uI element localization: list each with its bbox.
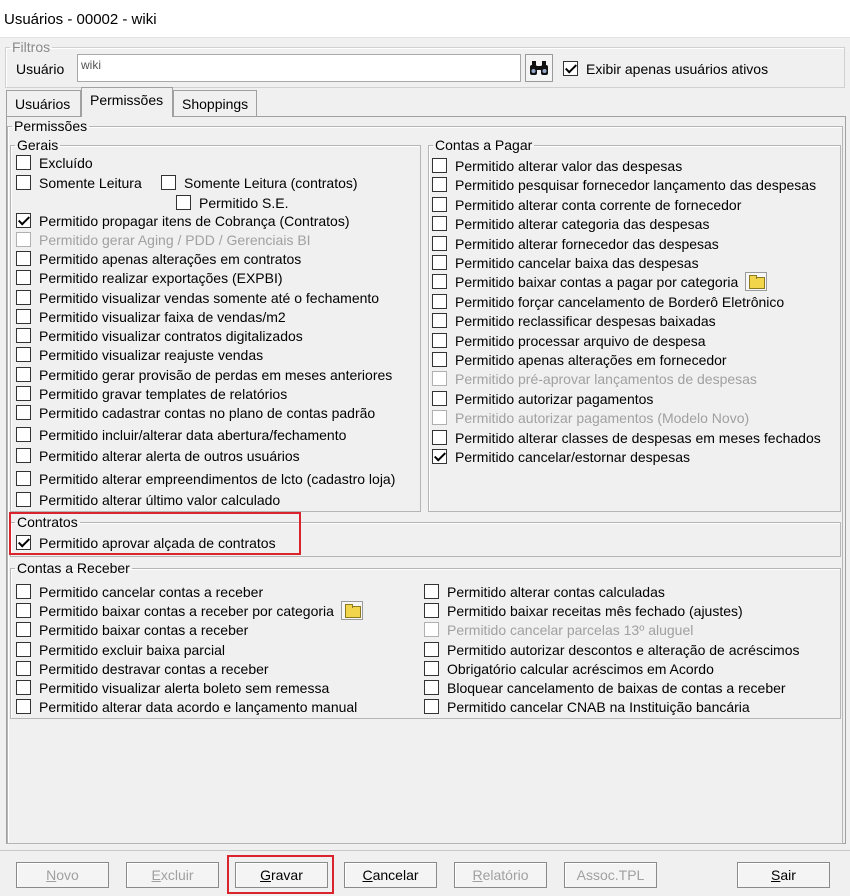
excluir-button-mnemonic: E bbox=[151, 867, 161, 883]
contas-pagar-item-10-label: Permitido apenas alterações em fornecedor bbox=[455, 351, 727, 368]
sair-button[interactable] bbox=[737, 862, 830, 888]
gerais-item-0-checkbox[interactable] bbox=[16, 155, 31, 170]
contas-receber-left-item-4[interactable] bbox=[16, 659, 269, 678]
relatorio-button-mnemonic: R bbox=[472, 867, 483, 883]
gerais-item-5-label: Permitido gerar Aging / PDD / Gerenciais BI bbox=[39, 231, 311, 248]
contas-receber-right-item-2-checkbox bbox=[424, 622, 439, 637]
contas-pagar-item-15-checkbox[interactable] bbox=[432, 449, 447, 464]
tab-shoppings[interactable] bbox=[173, 90, 257, 116]
gerais-item-10-label: Permitido visualizar contratos digitalizados bbox=[39, 327, 303, 344]
contas-pagar-item-7-label: Permitido forçar cancelamento de Borderô Eletrônico bbox=[455, 293, 785, 310]
gerais-item-1[interactable] bbox=[16, 173, 142, 192]
contas-receber-left-item-2-checkbox[interactable] bbox=[16, 622, 31, 637]
gerais-item-3-label: Permitido S.E. bbox=[199, 194, 289, 211]
contas-receber-right-item-4-label: Obrigatório calcular acréscimos em Acordo bbox=[447, 660, 714, 677]
gerais-item-13[interactable] bbox=[16, 384, 287, 403]
gerais-item-6-label: Permitido apenas alterações em contratos bbox=[39, 250, 302, 267]
contas-receber-right-item-1-label: Permitido baixar receitas mês fechado (ajustes) bbox=[447, 602, 743, 619]
contas-pagar-item-1-checkbox[interactable] bbox=[432, 177, 447, 192]
gerais-item-13-label: Permitido gravar templates de relatórios bbox=[39, 385, 288, 402]
gerais-legend: Gerais bbox=[17, 137, 59, 153]
gerais-item-12-checkbox[interactable] bbox=[16, 367, 31, 382]
contas-pagar-item-6[interactable] bbox=[432, 272, 767, 291]
contas-pagar-item-13-label: Permitido autorizar pagamentos (Modelo Novo) bbox=[455, 409, 750, 426]
contas-pagar-item-8[interactable] bbox=[432, 311, 716, 330]
contas-pagar-item-14-checkbox[interactable] bbox=[432, 430, 447, 445]
contas-receber-right-item-5[interactable] bbox=[424, 678, 786, 697]
contas-pagar-item-0[interactable] bbox=[432, 156, 682, 175]
excluir-button[interactable] bbox=[126, 862, 219, 888]
tab-permissoes[interactable] bbox=[81, 87, 173, 117]
gerais-item-13-checkbox[interactable] bbox=[16, 386, 31, 401]
contratos-legend: Contratos bbox=[17, 514, 78, 530]
contas-receber-left-item-0[interactable] bbox=[16, 582, 263, 601]
contas-receber-right-item-2-label: Permitido cancelar parcelas 13º aluguel bbox=[447, 621, 694, 638]
window-title: Usuários - 00002 - wiki bbox=[4, 11, 157, 28]
contas-receber-left-item-3[interactable] bbox=[16, 640, 225, 659]
contas-receber-right-item-4-checkbox[interactable] bbox=[424, 661, 439, 676]
gerais-item-5-checkbox bbox=[16, 232, 31, 247]
contas-receber-left-item-5-label: Permitido visualizar alerta boleto sem remessa bbox=[39, 679, 330, 696]
contas-receber-left-item-0-checkbox[interactable] bbox=[16, 584, 31, 599]
contas-receber-right-item-6-checkbox[interactable] bbox=[424, 699, 439, 714]
ativos-checkbox-row[interactable] bbox=[563, 59, 768, 78]
contas-pagar-item-8-label: Permitido reclassificar despesas baixadas bbox=[455, 312, 716, 329]
gerais-item-1-label: Somente Leitura bbox=[39, 174, 142, 191]
contas-receber-left-item-4-label: Permitido destravar contas a receber bbox=[39, 660, 269, 677]
contas-receber-left-item-4-checkbox[interactable] bbox=[16, 661, 31, 676]
novo-button-mnemonic: N bbox=[46, 867, 57, 883]
contratos-item-0[interactable] bbox=[16, 533, 276, 552]
contas-pagar-item-4-label: Permitido alterar fornecedor das despesas bbox=[455, 235, 719, 252]
gerais-item-14-checkbox[interactable] bbox=[16, 405, 31, 420]
gerais-item-6[interactable] bbox=[16, 249, 301, 268]
contas-pagar-item-13-checkbox bbox=[432, 410, 447, 425]
contas-pagar-item-12-checkbox[interactable] bbox=[432, 391, 447, 406]
cancelar-button[interactable] bbox=[344, 862, 437, 888]
contas-receber-left-item-2[interactable] bbox=[16, 620, 248, 639]
contas-receber-left-item-6-label: Permitido alterar data acordo e lançamento manual bbox=[39, 698, 358, 715]
gerais-item-15-label: Permitido incluir/alterar data abertura/fechamento bbox=[39, 426, 347, 443]
gerais-item-9-checkbox[interactable] bbox=[16, 309, 31, 324]
gerais-item-0[interactable] bbox=[16, 153, 93, 172]
contas-receber-left-item-0-label: Permitido cancelar contas a receber bbox=[39, 583, 264, 600]
gravar-button-mnemonic: G bbox=[260, 867, 271, 883]
gerais-item-3-checkbox[interactable] bbox=[176, 195, 191, 210]
gerais-item-4-label: Permitido propagar itens de Cobrança (Contratos) bbox=[39, 212, 350, 229]
gerais-item-17[interactable] bbox=[16, 469, 395, 488]
assoc-tpl-button-label: Assoc.TPL bbox=[576, 867, 645, 883]
cancelar-button-label: ancelar bbox=[372, 867, 419, 883]
usuario-input[interactable]: wiki bbox=[77, 54, 521, 82]
contas-receber-right-item-2[interactable] bbox=[424, 620, 693, 639]
contas-receber-left-item-6[interactable] bbox=[16, 697, 357, 716]
contas-pagar-item-7[interactable] bbox=[432, 292, 784, 311]
contas-pagar-item-10-checkbox[interactable] bbox=[432, 352, 447, 367]
contas-receber-right-item-0-label: Permitido alterar contas calculadas bbox=[447, 583, 665, 600]
contas-pagar-item-8-checkbox[interactable] bbox=[432, 313, 447, 328]
contratos-item-0-checkbox[interactable] bbox=[16, 535, 31, 550]
gerais-item-0-label: Excluído bbox=[39, 154, 93, 171]
contas-pagar-item-5-label: Permitido cancelar baixa das despesas bbox=[455, 254, 699, 271]
ativos-checkbox[interactable] bbox=[563, 61, 578, 76]
contas-receber-left-item-3-checkbox[interactable] bbox=[16, 642, 31, 657]
contas-receber-right-item-0-checkbox[interactable] bbox=[424, 584, 439, 599]
folder-icon[interactable] bbox=[341, 601, 363, 620]
contas-pagar-item-4[interactable] bbox=[432, 234, 719, 253]
folder-icon[interactable] bbox=[745, 272, 767, 291]
contas-receber-left-item-6-checkbox[interactable] bbox=[16, 699, 31, 714]
gerais-item-2[interactable] bbox=[161, 173, 358, 192]
contas-pagar-item-9[interactable] bbox=[432, 331, 706, 350]
contas-pagar-item-11-label: Permitido pré-aprovar lançamentos de despesas bbox=[455, 370, 757, 387]
gerais-item-15-checkbox[interactable] bbox=[16, 427, 31, 442]
sair-button-label: air bbox=[780, 867, 796, 883]
relatorio-button[interactable] bbox=[454, 862, 547, 888]
contas-receber-right-item-3[interactable] bbox=[424, 640, 800, 659]
contas-pagar-item-5[interactable] bbox=[432, 253, 699, 272]
gerais-item-7-checkbox[interactable] bbox=[16, 270, 31, 285]
contas-receber-right-item-5-label: Bloquear cancelamento de baixas de contas a receber bbox=[447, 679, 786, 696]
gerais-item-12-label: Permitido gerar provisão de perdas em meses anteriores bbox=[39, 366, 393, 383]
contas-pagar-item-12-label: Permitido autorizar pagamentos bbox=[455, 390, 654, 407]
gerais-item-3[interactable] bbox=[176, 193, 288, 212]
gerais-item-14[interactable] bbox=[16, 403, 375, 422]
contas-receber-right-item-1-checkbox[interactable] bbox=[424, 603, 439, 618]
tab-permissoes-label: Permissões bbox=[90, 92, 164, 108]
contas-receber-legend: Contas a Receber bbox=[17, 560, 130, 576]
gerais-item-12[interactable] bbox=[16, 365, 392, 384]
gerais-item-16-checkbox[interactable] bbox=[16, 448, 31, 463]
contas-pagar-item-11-checkbox bbox=[432, 371, 447, 386]
usuario-label: Usuário bbox=[16, 61, 65, 77]
contas-pagar-item-14[interactable] bbox=[432, 428, 821, 447]
gerais-item-1-checkbox[interactable] bbox=[16, 175, 31, 190]
contas-pagar-item-2-label: Permitido alterar conta corrente de fornecedor bbox=[455, 196, 742, 213]
gerais-item-17-checkbox[interactable] bbox=[16, 471, 31, 486]
tab-shoppings-label: Shoppings bbox=[182, 96, 249, 112]
gerais-item-10[interactable] bbox=[16, 326, 303, 345]
assoc-tpl-button[interactable] bbox=[564, 862, 657, 888]
contas-receber-right-item-4[interactable] bbox=[424, 659, 714, 678]
contas-receber-right-item-6[interactable] bbox=[424, 697, 750, 716]
gerais-item-7-label: Permitido realizar exportações (EXPBI) bbox=[39, 269, 283, 286]
window-title-bar bbox=[0, 0, 850, 38]
tab-usuarios-label: Usuários bbox=[15, 96, 71, 112]
contas-pagar-item-4-checkbox[interactable] bbox=[432, 236, 447, 251]
gerais-item-17-label: Permitido alterar empreendimentos de lcto (cadastro loja) bbox=[39, 470, 396, 487]
contas-receber-left-item-5-checkbox[interactable] bbox=[16, 680, 31, 695]
contas-pagar-item-15[interactable] bbox=[432, 447, 690, 466]
contas-pagar-item-10[interactable] bbox=[432, 350, 727, 369]
gerais-item-7[interactable] bbox=[16, 268, 283, 287]
gerais-item-4[interactable] bbox=[16, 211, 350, 230]
gerais-item-10-checkbox[interactable] bbox=[16, 328, 31, 343]
contas-pagar-legend: Contas a Pagar bbox=[435, 137, 533, 153]
gerais-item-9[interactable] bbox=[16, 307, 286, 326]
gerais-item-2-label: Somente Leitura (contratos) bbox=[184, 174, 358, 191]
filtros-legend: Filtros bbox=[12, 39, 51, 55]
relatorio-button-label: elatório bbox=[482, 867, 529, 883]
contas-pagar-item-15-label: Permitido cancelar/estornar despesas bbox=[455, 448, 691, 465]
contas-receber-right-item-5-checkbox[interactable] bbox=[424, 680, 439, 695]
contas-pagar-item-5-checkbox[interactable] bbox=[432, 255, 447, 270]
gerais-item-15[interactable] bbox=[16, 425, 346, 444]
contas-receber-right-item-3-label: Permitido autorizar descontos e alteração de acréscimos bbox=[447, 641, 800, 658]
excluir-button-label: xcluir bbox=[160, 867, 194, 883]
contas-receber-left-item-5[interactable] bbox=[16, 678, 329, 697]
novo-button[interactable] bbox=[16, 862, 109, 888]
sair-button-mnemonic: S bbox=[771, 867, 781, 883]
contratos-item-0-label: Permitido aprovar alçada de contratos bbox=[39, 534, 276, 551]
gerais-item-16[interactable] bbox=[16, 446, 300, 465]
contas-receber-left-item-3-label: Permitido excluir baixa parcial bbox=[39, 641, 225, 658]
contas-pagar-item-14-label: Permitido alterar classes de despesas em meses fechados bbox=[455, 429, 821, 446]
contas-receber-right-item-0[interactable] bbox=[424, 582, 665, 601]
gerais-item-9-label: Permitido visualizar faixa de vendas/m2 bbox=[39, 308, 286, 325]
gerais-item-18[interactable] bbox=[16, 490, 280, 509]
gerais-item-2-checkbox[interactable] bbox=[161, 175, 176, 190]
contas-pagar-item-1-label: Permitido pesquisar fornecedor lançamento das despesas bbox=[455, 176, 817, 193]
contas-pagar-item-6-checkbox[interactable] bbox=[432, 274, 447, 289]
gerais-item-11-label: Permitido visualizar reajuste vendas bbox=[39, 346, 264, 363]
contas-pagar-item-3-label: Permitido alterar categoria das despesas bbox=[455, 215, 710, 232]
contas-pagar-item-13[interactable] bbox=[432, 408, 749, 427]
binoculars-icon bbox=[529, 60, 549, 76]
gerais-item-5[interactable] bbox=[16, 230, 311, 249]
gerais-item-16-label: Permitido alterar alerta de outros usuários bbox=[39, 447, 300, 464]
contas-pagar-item-2-checkbox[interactable] bbox=[432, 197, 447, 212]
contas-pagar-item-12[interactable] bbox=[432, 389, 653, 408]
contas-pagar-item-3-checkbox[interactable] bbox=[432, 216, 447, 231]
contas-receber-left-item-2-label: Permitido baixar contas a receber bbox=[39, 621, 249, 638]
ativos-label: Exibir apenas usuários ativos bbox=[586, 60, 769, 77]
gerais-item-18-label: Permitido alterar último valor calculado bbox=[39, 491, 281, 508]
contas-pagar-item-9-checkbox[interactable] bbox=[432, 333, 447, 348]
novo-button-label: ovo bbox=[56, 867, 79, 883]
gerais-item-14-label: Permitido cadastrar contas no plano de contas padrão bbox=[39, 404, 376, 421]
contas-receber-left-item-1-checkbox[interactable] bbox=[16, 603, 31, 618]
contas-pagar-item-6-label: Permitido baixar contas a pagar por categoria bbox=[455, 273, 739, 290]
contas-pagar-item-1[interactable] bbox=[432, 175, 816, 194]
gerais-item-11[interactable] bbox=[16, 345, 263, 364]
contas-receber-right-item-6-label: Permitido cancelar CNAB na Instituição bancária bbox=[447, 698, 750, 715]
contas-pagar-item-7-checkbox[interactable] bbox=[432, 294, 447, 309]
contas-pagar-item-3[interactable] bbox=[432, 214, 709, 233]
gravar-button[interactable] bbox=[235, 862, 328, 888]
gerais-item-6-checkbox[interactable] bbox=[16, 251, 31, 266]
gerais-item-8-label: Permitido visualizar vendas somente até o fechamento bbox=[39, 289, 380, 306]
gerais-item-18-checkbox[interactable] bbox=[16, 492, 31, 507]
gerais-item-8-checkbox[interactable] bbox=[16, 290, 31, 305]
cancelar-button-mnemonic: C bbox=[362, 867, 373, 883]
permissoes-legend: Permissões bbox=[14, 118, 88, 134]
gerais-item-4-checkbox[interactable] bbox=[16, 213, 31, 228]
gravar-button-label: ravar bbox=[270, 867, 303, 883]
contas-receber-right-item-3-checkbox[interactable] bbox=[424, 642, 439, 657]
gerais-item-11-checkbox[interactable] bbox=[16, 347, 31, 362]
contas-pagar-item-2[interactable] bbox=[432, 195, 741, 214]
search-user-button[interactable] bbox=[525, 54, 553, 82]
contas-receber-left-item-1-label: Permitido baixar contas a receber por categoria bbox=[39, 602, 334, 619]
contas-pagar-item-11[interactable] bbox=[432, 369, 757, 388]
contas-receber-left-item-1[interactable] bbox=[16, 601, 363, 620]
tab-usuarios[interactable] bbox=[6, 90, 81, 116]
contas-receber-right-item-1[interactable] bbox=[424, 601, 743, 620]
contas-pagar-item-9-label: Permitido processar arquivo de despesa bbox=[455, 332, 706, 349]
contas-pagar-item-0-checkbox[interactable] bbox=[432, 158, 447, 173]
gerais-item-8[interactable] bbox=[16, 288, 379, 307]
contas-pagar-item-0-label: Permitido alterar valor das despesas bbox=[455, 157, 683, 174]
